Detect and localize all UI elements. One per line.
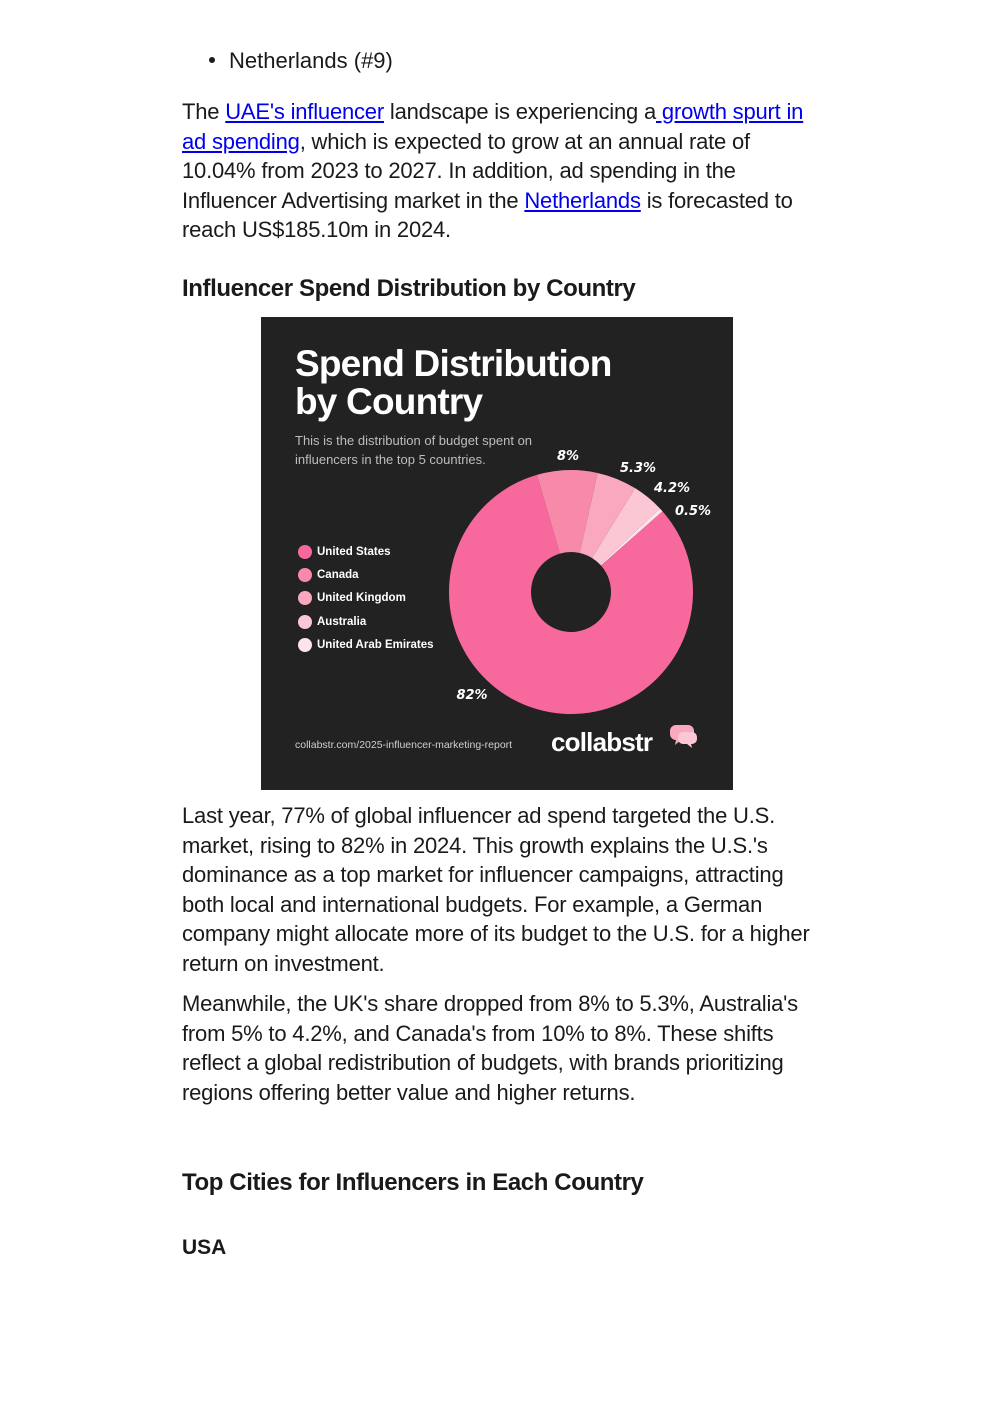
heading-spend-distribution: Influencer Spend Distribution by Country bbox=[182, 275, 636, 302]
infographic-title: Spend Distribution by Country bbox=[295, 343, 612, 422]
infographic-subtitle: This is the distribution of budget spent on influencers in the top 5 countries. bbox=[295, 433, 533, 467]
paragraph-us-share: Last year, 77% of global influencer ad spend targeted the U.S. market, rising to 82% in 2024. This growth explains the U.S.'s dominance as a top market for influencer campaigns, attracting both local and international budgets. For example, a German company might allocate more of its budget to the U.S. for a higher return on investment. bbox=[182, 803, 810, 976]
legend-label: Canada bbox=[317, 568, 359, 581]
para1-text-4: is forecasted to reach US$185.10m in 2024. bbox=[182, 187, 793, 242]
para1-text-1: The bbox=[182, 99, 226, 124]
uae-influencer-link[interactable]: UAE's influencer bbox=[225, 99, 384, 124]
collabstr-logo-text: collabstr bbox=[551, 727, 653, 757]
para1-text-2: landscape is experiencing a bbox=[383, 99, 657, 124]
bullet-list-item bbox=[209, 46, 393, 76]
spend-distribution-infographic bbox=[261, 317, 733, 790]
donut-chart bbox=[261, 317, 733, 790]
bullet-dot bbox=[209, 57, 215, 63]
legend-label: Australia bbox=[317, 615, 367, 628]
legend-label: United Kingdom bbox=[317, 592, 406, 605]
data-label-australia: 4.2% bbox=[653, 481, 691, 496]
para1-text-3: , which is expected to grow at an annual rate of 10.04% from 2023 to 2027. In addition, ad spending in the Influencer Advertising market in the bbox=[182, 128, 750, 213]
heading-usa: USA bbox=[182, 1236, 227, 1259]
report-url: collabstr.com/2025-influencer-marketing-report bbox=[295, 739, 513, 751]
speech-bubbles-icon bbox=[666, 722, 700, 752]
legend-label: United Arab Emirates bbox=[317, 638, 434, 651]
data-label-united-kingdom: 5.3% bbox=[619, 461, 657, 476]
data-label-united-arab-emirates: 0.5% bbox=[674, 504, 712, 519]
bullet-text: Netherlands (#9) bbox=[229, 48, 393, 73]
data-label-united-states: 82% bbox=[456, 688, 488, 703]
data-label-canada: 8% bbox=[556, 449, 580, 464]
legend-label: United States bbox=[317, 545, 391, 558]
heading-top-cities: Top Cities for Influencers in Each Country bbox=[182, 1169, 644, 1196]
growth-spurt-link[interactable]: growth spurt in ad spending bbox=[182, 99, 804, 154]
netherlands-link[interactable]: Netherlands bbox=[524, 187, 641, 213]
paragraph-uae bbox=[182, 97, 814, 245]
paragraph-shifts: Meanwhile, the UK's share dropped from 8% to 5.3%, Australia's from 5% to 4.2%, and Canada's from 10% to 8%. These shifts reflect a global redistribution of budgets, with brands prioritizing regions offering better value and higher returns. bbox=[182, 991, 798, 1105]
